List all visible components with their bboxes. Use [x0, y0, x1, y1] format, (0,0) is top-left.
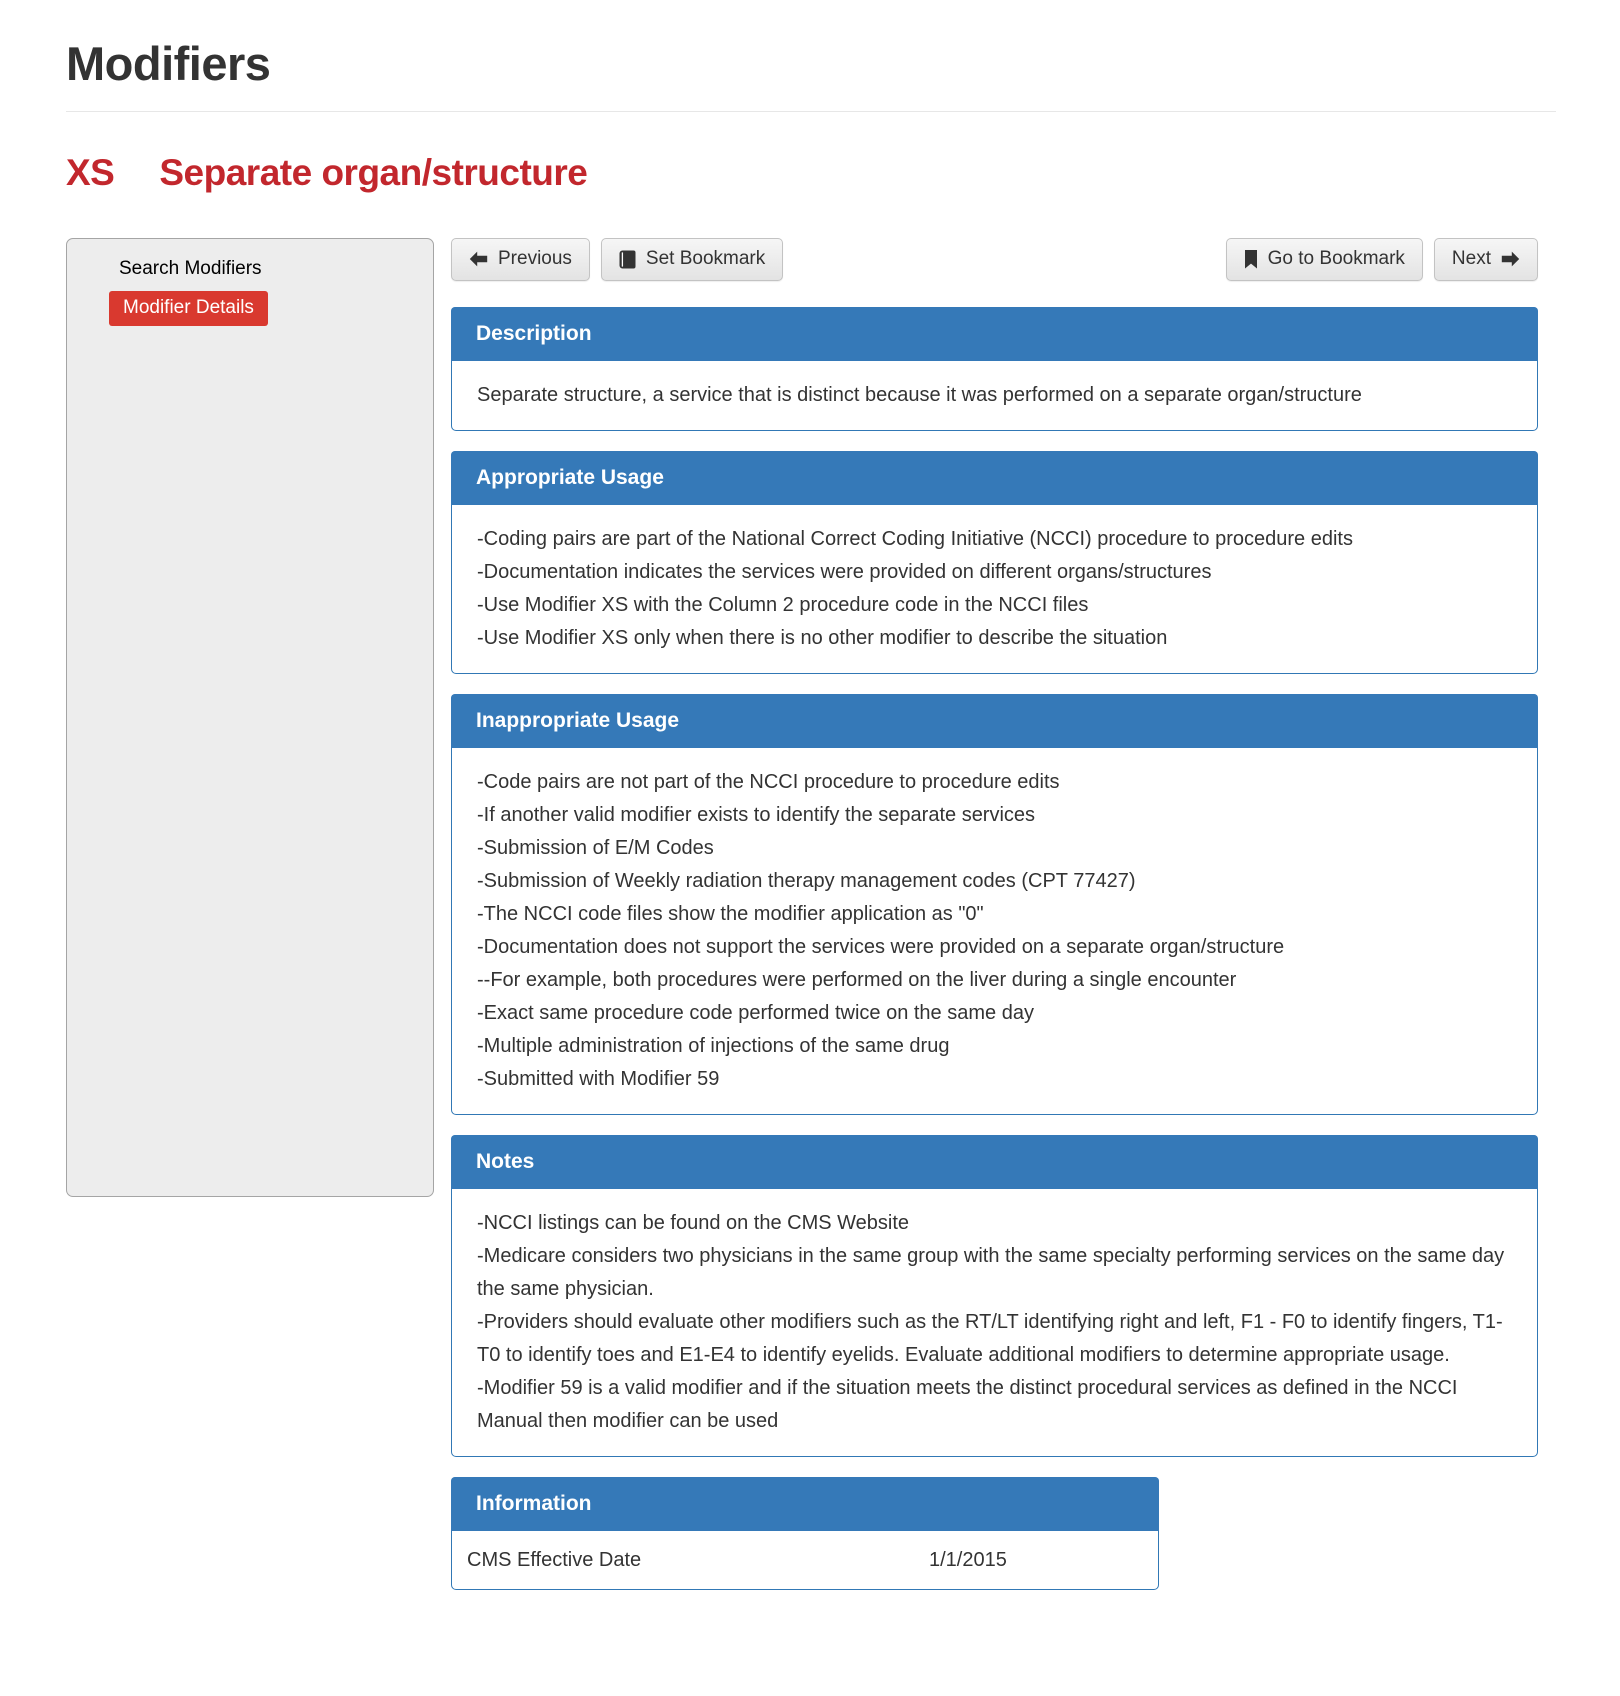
description-panel-title: Description — [451, 307, 1538, 361]
appropriate-usage-panel — [451, 451, 1538, 674]
notes-panel — [451, 1135, 1538, 1457]
previous-button[interactable] — [451, 238, 590, 281]
title-divider — [66, 111, 1556, 112]
page-title: Modifiers — [66, 37, 271, 90]
main-content — [451, 238, 1538, 1590]
inappropriate-usage-panel-body — [452, 748, 1537, 1114]
table-row — [452, 1531, 1158, 1589]
cms-effective-date-value: 1/1/2015 — [929, 1549, 1007, 1571]
toolbar — [451, 238, 1538, 281]
bookmark-icon — [1244, 250, 1258, 269]
sidebar-item-search-modifiers[interactable]: Search Modifiers — [119, 258, 262, 279]
arrow-right-icon — [1501, 251, 1520, 267]
description-panel-body: Separate structure, a service that is distinct because it was performed on a separate organ/structure — [477, 384, 1362, 406]
note-line: -Providers should evaluate other modifiers such as the RT/LT identifying right and left, F1 - F0 to identify fingers, T1-T0 to identify toes and E1-E4 to identify eyelids. Evaluate additional modifiers to determine appropriate usage. — [477, 1311, 1503, 1366]
usage-line: -Submission of Weekly radiation therapy management codes (CPT 77427) — [477, 870, 1136, 892]
appropriate-usage-panel-body — [452, 505, 1537, 673]
notes-panel-title: Notes — [451, 1135, 1538, 1189]
go-to-bookmark-button-label: Go to Bookmark — [1267, 248, 1405, 269]
usage-line: -Coding pairs are part of the National Correct Coding Initiative (NCCI) procedure to procedure edits — [477, 528, 1353, 550]
arrow-left-icon — [469, 251, 488, 267]
inappropriate-usage-panel-title: Inappropriate Usage — [451, 694, 1538, 748]
note-line: -Medicare considers two physicians in the same group with the same specialty performing services on the same day the same physician. — [477, 1245, 1505, 1300]
next-button-label: Next — [1451, 248, 1491, 269]
modifier-name: Separate organ/structure — [159, 152, 588, 193]
set-bookmark-button-label: Set Bookmark — [645, 248, 766, 269]
notes-panel-body — [452, 1189, 1537, 1456]
cms-effective-date-label: CMS Effective Date — [467, 1549, 642, 1571]
usage-line: -Exact same procedure code performed twice on the same day — [477, 1002, 1034, 1024]
usage-line: -If another valid modifier exists to identify the separate services — [477, 804, 1036, 826]
usage-line: -Use Modifier XS only when there is no other modifier to describe the situation — [477, 627, 1168, 649]
appropriate-usage-panel-title: Appropriate Usage — [451, 451, 1538, 505]
usage-line: -Submitted with Modifier 59 — [477, 1068, 720, 1090]
previous-button-label: Previous — [498, 248, 572, 269]
go-to-bookmark-button[interactable] — [1226, 238, 1423, 281]
usage-line: -Documentation indicates the services were provided on different organs/structures — [477, 561, 1212, 583]
usage-line: -Multiple administration of injections of the same drug — [477, 1035, 950, 1057]
information-panel-title: Information — [451, 1477, 1159, 1531]
usage-line: --For example, both procedures were performed on the liver during a single encounter — [477, 969, 1237, 991]
book-icon — [619, 250, 636, 269]
usage-line: -Submission of E/M Codes — [477, 837, 714, 859]
toolbar-left-group — [451, 238, 783, 281]
toolbar-right-group — [1226, 238, 1538, 281]
modifier-code: XS — [66, 152, 115, 193]
set-bookmark-button[interactable] — [601, 238, 783, 281]
usage-line: -Code pairs are not part of the NCCI procedure to procedure edits — [477, 771, 1060, 793]
inappropriate-usage-panel — [451, 694, 1538, 1115]
sidebar — [66, 238, 434, 1197]
sidebar-item-modifier-details[interactable]: Modifier Details — [109, 291, 268, 326]
usage-line: -Use Modifier XS with the Column 2 procedure code in the NCCI files — [477, 594, 1089, 616]
usage-line: -The NCCI code files show the modifier application as "0" — [477, 903, 984, 925]
note-line: -NCCI listings can be found on the CMS Website — [477, 1212, 910, 1234]
usage-line: -Documentation does not support the services were provided on a separate organ/structure — [477, 936, 1285, 958]
description-panel — [451, 307, 1538, 431]
note-line: -Modifier 59 is a valid modifier and if the situation meets the distinct procedural services as defined in the NCCI Manual then modifier can be used — [477, 1377, 1458, 1432]
information-panel — [451, 1477, 1159, 1590]
modifier-heading — [66, 152, 1556, 194]
next-button[interactable] — [1434, 238, 1538, 281]
